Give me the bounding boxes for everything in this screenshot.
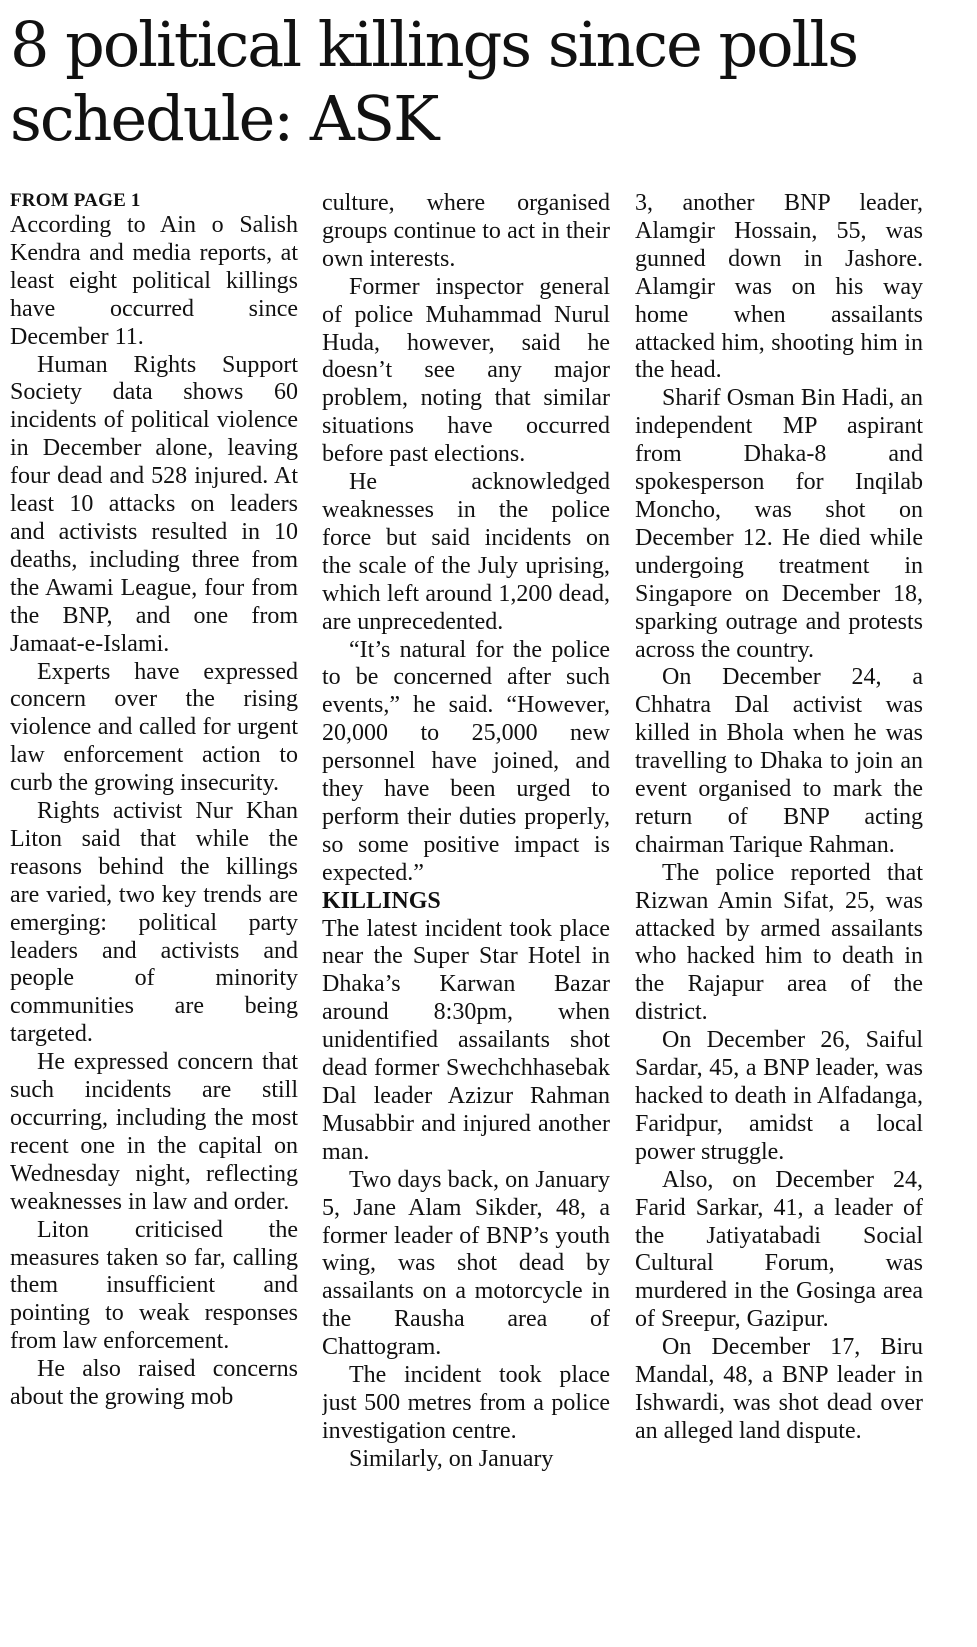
paragraph: Similarly, on January: [349, 1445, 554, 1472]
paragraph: On December 26, Saiful Sardar, 45, a BNP leader, was hacked to death in Alfadanga, Faridpur, amidst a local power struggle.: [635, 1027, 923, 1165]
paragraph: Experts have expressed concern over the rising violence and called for urgent law enforcement action to curb the growing insecurity.: [10, 658, 298, 797]
continued-from-label: FROM PAGE 1: [10, 190, 141, 211]
paragraph: He expressed concern that such incidents are still occurring, including the most recent one in the capital on Wednesday night, reflecting weaknesses in law and order.: [10, 1049, 298, 1215]
paragraph: Liton criticised the measures taken so far, calling them insufficient and pointing to weak responses from law enforcement.: [10, 1216, 298, 1355]
article-column-1: [10, 190, 298, 1635]
paragraph: 3, another BNP leader, Alamgir Hossain, 55, was gunned down in Jashore. Alamgir was on his way home when assailants attacked him, shooting him in the head.: [635, 190, 923, 384]
paragraph: Two days back, on January 5, Jane Alam Sikder, 48, a former leader of BNP’s youth wing, was shot dead by assailants on a motorcycle in the Rausha area of Chattogram.: [322, 1166, 610, 1361]
paragraph: On December 24, a Chhatra Dal activist was killed in Bhola when he was travelling to Dhaka to join an event organised to mark the return of BNP acting chairman Tarique Rahman.: [635, 664, 923, 858]
paragraph: Sharif Osman Bin Hadi, an independent MP aspirant from Dhaka-8 and spokesperson for Inqilab Moncho, was shot on December 12. He died while undergoing treatment in Singapore on December 18, sparking outrage and protests across the country.: [635, 385, 923, 663]
paragraph: He also raised concerns about the growing mob: [10, 1356, 298, 1411]
paragraph: Human Rights Support Society data shows 60 incidents of political violence in December alone, leaving four dead and 528 injured. At least 10 attacks on leaders and activists resulted in 10 deaths, including three from the Awami League, four from the BNP, and one from Jamaat-e-Islami.: [10, 351, 298, 657]
article-column-2: [322, 190, 610, 1635]
paragraph: The police reported that Rizwan Amin Sifat, 25, was attacked by armed assailants who hacked him to death in the Rajapur area of the district.: [635, 859, 923, 1026]
paragraph: The incident took place just 500 metres from a police investigation centre.: [322, 1362, 610, 1444]
headline: 8 political killings since polls schedule: ASK: [10, 8, 858, 155]
paragraph: On December 17, Biru Mandal, 48, a BNP leader in Ishwardi, was shot dead over an alleged land dispute.: [635, 1334, 923, 1444]
paragraph: Also, on December 24, Farid Sarkar, 41, a leader of the Jatiyatabadi Social Cultural Forum, was murdered in the Gosinga area of Sreepur, Gazipur.: [635, 1166, 923, 1333]
paragraph: Former inspector general of police Muhammad Nurul Huda, however, said he doesn’t see any major problem, noting that similar situations have occurred before past elections.: [322, 273, 610, 468]
paragraph: He acknowledged weaknesses in the police force but said incidents on the scale of the July uprising, which left around 1,200 dead, are unprecedented.: [322, 469, 610, 635]
paragraph: “It’s natural for the police to be concerned after such events,” he said. “However, 20,000 to 25,000 new personnel have joined, and they have been urged to perform their duties properly, so some positive impact is expected.”: [322, 636, 610, 886]
article-column-3: [635, 190, 923, 1635]
paragraph: culture, where organised groups continue to act in their own interests.: [322, 190, 610, 272]
paragraph: Rights activist Nur Khan Liton said that while the reasons behind the killings are varied, two key trends are emerging: political party leaders and activists and people of minority communities are being targeted.: [10, 798, 298, 1048]
section-subhead: KILLINGS: [322, 887, 441, 914]
paragraph: According to Ain o Salish Kendra and media reports, at least eight political killings have occurred since December 11.: [10, 212, 298, 350]
paragraph: The latest incident took place near the Super Star Hotel in Dhaka’s Karwan Bazar around 8:30pm, when unidentified assailants shot dead former Swechchhasebak Dal leader Azizur Rahman Musabbir and injured another man.: [322, 915, 610, 1165]
